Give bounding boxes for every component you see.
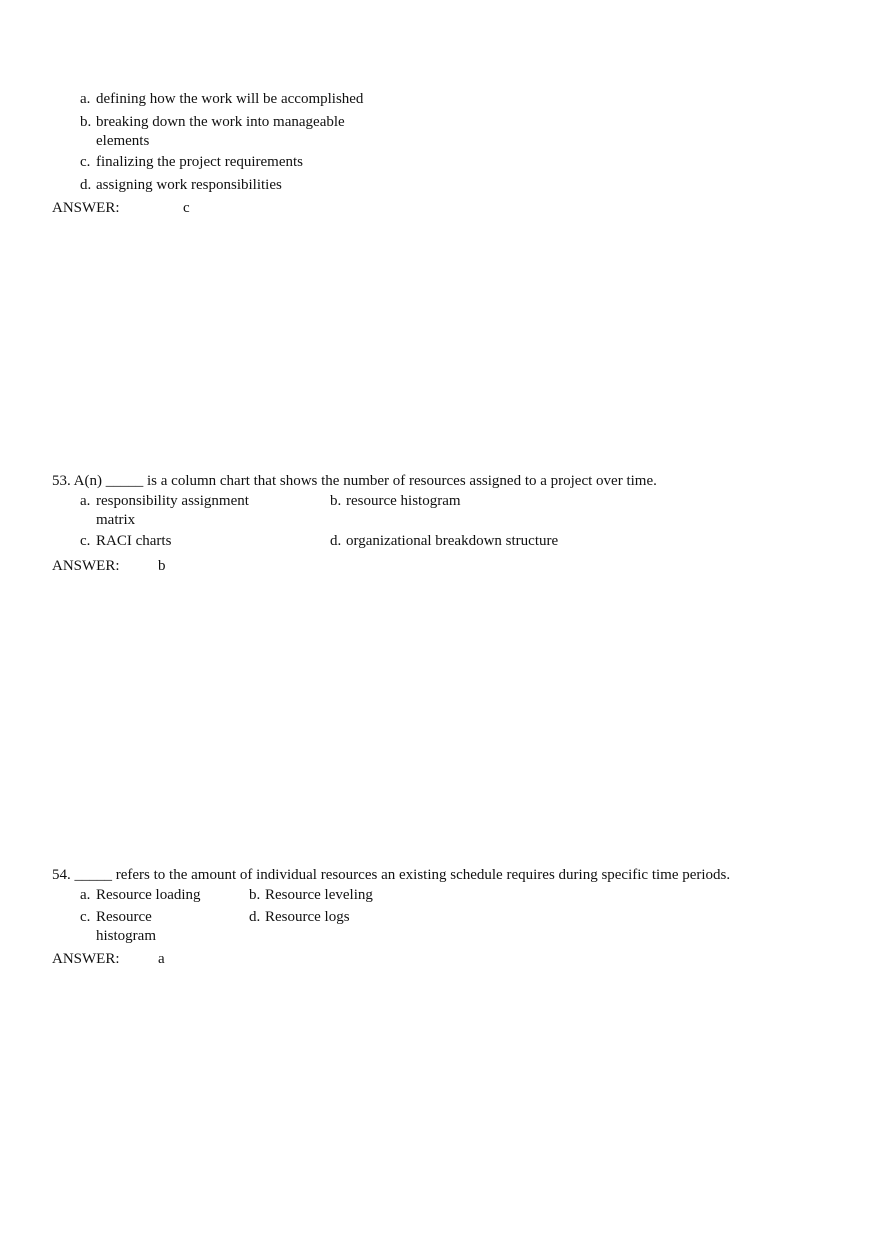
option-letter: a. bbox=[80, 91, 91, 107]
option-text: Resource logs bbox=[265, 909, 350, 925]
q53-option-d bbox=[330, 532, 630, 551]
q52-option-c bbox=[80, 153, 400, 172]
q54-option-d bbox=[249, 908, 449, 927]
option-text: Resource loading bbox=[96, 887, 201, 903]
question-stem: 54. _____ refers to the amount of individual resources an existing schedule requires during specific time periods. bbox=[52, 867, 731, 883]
option-letter: b. bbox=[330, 493, 342, 509]
option-text: breaking down the work into manageable elements bbox=[96, 114, 345, 149]
question-stem: 53. A(n) _____ is a column chart that shows the number of resources assigned to a project over time. bbox=[52, 473, 657, 489]
option-text: RACI charts bbox=[96, 533, 172, 549]
q54-option-c bbox=[80, 908, 240, 946]
option-letter: a. bbox=[80, 887, 91, 903]
option-text: finalizing the project requirements bbox=[96, 154, 304, 170]
option-text: organizational breakdown structure bbox=[346, 533, 559, 549]
answer-label: ANSWER: bbox=[52, 558, 120, 574]
answer-value: c bbox=[183, 200, 190, 216]
q52-option-d bbox=[80, 176, 400, 195]
option-text: assigning work responsibilities bbox=[96, 177, 282, 193]
answer-value: b bbox=[158, 558, 166, 574]
q53-option-b bbox=[330, 492, 630, 511]
option-text: responsibility assignment matrix bbox=[96, 493, 249, 528]
option-text: Resource histogram bbox=[96, 909, 156, 944]
q54-option-b bbox=[249, 886, 449, 905]
option-letter: b. bbox=[249, 887, 261, 903]
answer-value: a bbox=[158, 951, 165, 967]
q52-option-b bbox=[80, 113, 380, 151]
option-text: Resource leveling bbox=[265, 887, 373, 903]
q53-option-a bbox=[80, 492, 280, 530]
answer-label: ANSWER: bbox=[52, 951, 120, 967]
q54-option-a bbox=[80, 886, 240, 905]
option-letter: c. bbox=[80, 909, 91, 925]
answer-label: ANSWER: bbox=[52, 200, 120, 216]
option-letter: d. bbox=[249, 909, 261, 925]
option-text: defining how the work will be accomplished bbox=[96, 91, 364, 107]
option-letter: c. bbox=[80, 154, 91, 170]
option-letter: d. bbox=[80, 177, 92, 193]
option-letter: c. bbox=[80, 533, 91, 549]
option-letter: a. bbox=[80, 493, 91, 509]
option-letter: b. bbox=[80, 114, 92, 130]
option-letter: d. bbox=[330, 533, 342, 549]
q53-option-c bbox=[80, 532, 280, 551]
option-text: resource histogram bbox=[346, 493, 461, 509]
q52-option-a bbox=[80, 90, 400, 109]
